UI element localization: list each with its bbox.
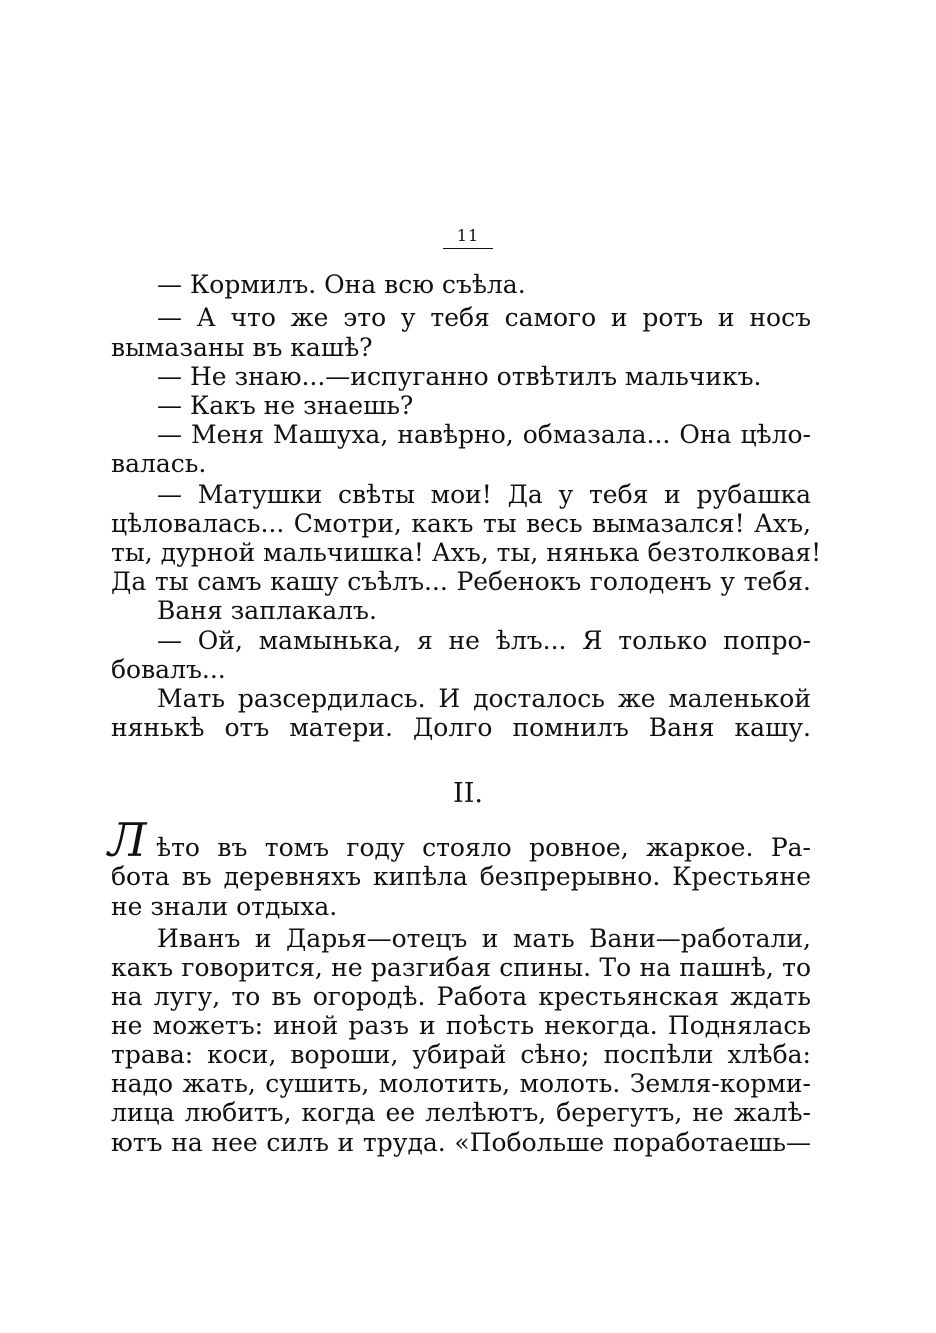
text-line: — Кормилъ. Она всю съѣла.: [157, 270, 526, 299]
text-line: — А что же это у тебя самого и ротъ и носъ: [157, 303, 811, 332]
text-line: — Какъ не знаешь?: [157, 391, 414, 420]
text-line: Иванъ и Дарья—отецъ и мать Вани—работали,: [157, 924, 811, 953]
text-line: лица любитъ, когда ее лелѣютъ, берегутъ, не жалѣ-: [111, 1098, 811, 1127]
text-line: какъ говорится, не разгибая спины. То на пашнѣ, то: [111, 953, 811, 982]
text-line: бота въ деревняхъ кипѣла безпрерывно. Крестьяне: [111, 862, 811, 891]
text-line: Мать разсердилась. И досталось же маленькой: [157, 684, 811, 713]
text-line: Ваня заплакалъ.: [157, 596, 377, 625]
text-line: — Ой, мамынька, я не ѣлъ... Я только попро-: [157, 626, 811, 655]
text-line: ѣто въ томъ году стояло ровное, жаркое. Ра-: [156, 833, 811, 862]
text-line: нянькѣ отъ матери. Долго помнилъ Ваня кашу.: [111, 713, 811, 742]
text-line: валась.: [111, 449, 207, 478]
section-heading: II.: [453, 778, 483, 809]
text-line: не можетъ: иной разъ и поѣсть некогда. Поднялась: [111, 1011, 811, 1040]
text-line: трава: коси, вороши, убирай сѣно; поспѣли хлѣба:: [111, 1040, 811, 1069]
page-number: 11: [0, 226, 936, 249]
text-line: на лугу, то въ огородѣ. Работа крестьянская ждать: [111, 982, 811, 1011]
text-line: ютъ на нее силъ и труда. «Побольше поработаешь—: [111, 1128, 811, 1157]
text-line: не знали отдыха.: [111, 892, 338, 921]
text-line: цѣловалась... Смотри, какъ ты весь вымазался! Ахъ,: [111, 509, 811, 538]
drop-cap: Л: [108, 813, 147, 867]
text-line: вымазаны въ кашѣ?: [111, 333, 373, 362]
text-line: — Матушки свѣты мои! Да у тебя и рубашка: [157, 480, 811, 509]
text-line: — Не знаю...—испуганно отвѣтилъ мальчикъ.: [157, 362, 762, 391]
text-line: Да ты самъ кашу съѣлъ... Ребенокъ голоденъ у тебя.: [111, 567, 811, 596]
text-line: надо жать, сушить, молотить, молоть. Земля-корми-: [111, 1069, 811, 1098]
text-line: ты, дурной мальчишка! Ахъ, ты, нянька безтолковая!: [111, 538, 822, 567]
text-line: бовалъ...: [111, 655, 226, 684]
text-line: — Меня Машуха, навѣрно, обмазала... Она цѣло-: [157, 420, 811, 449]
